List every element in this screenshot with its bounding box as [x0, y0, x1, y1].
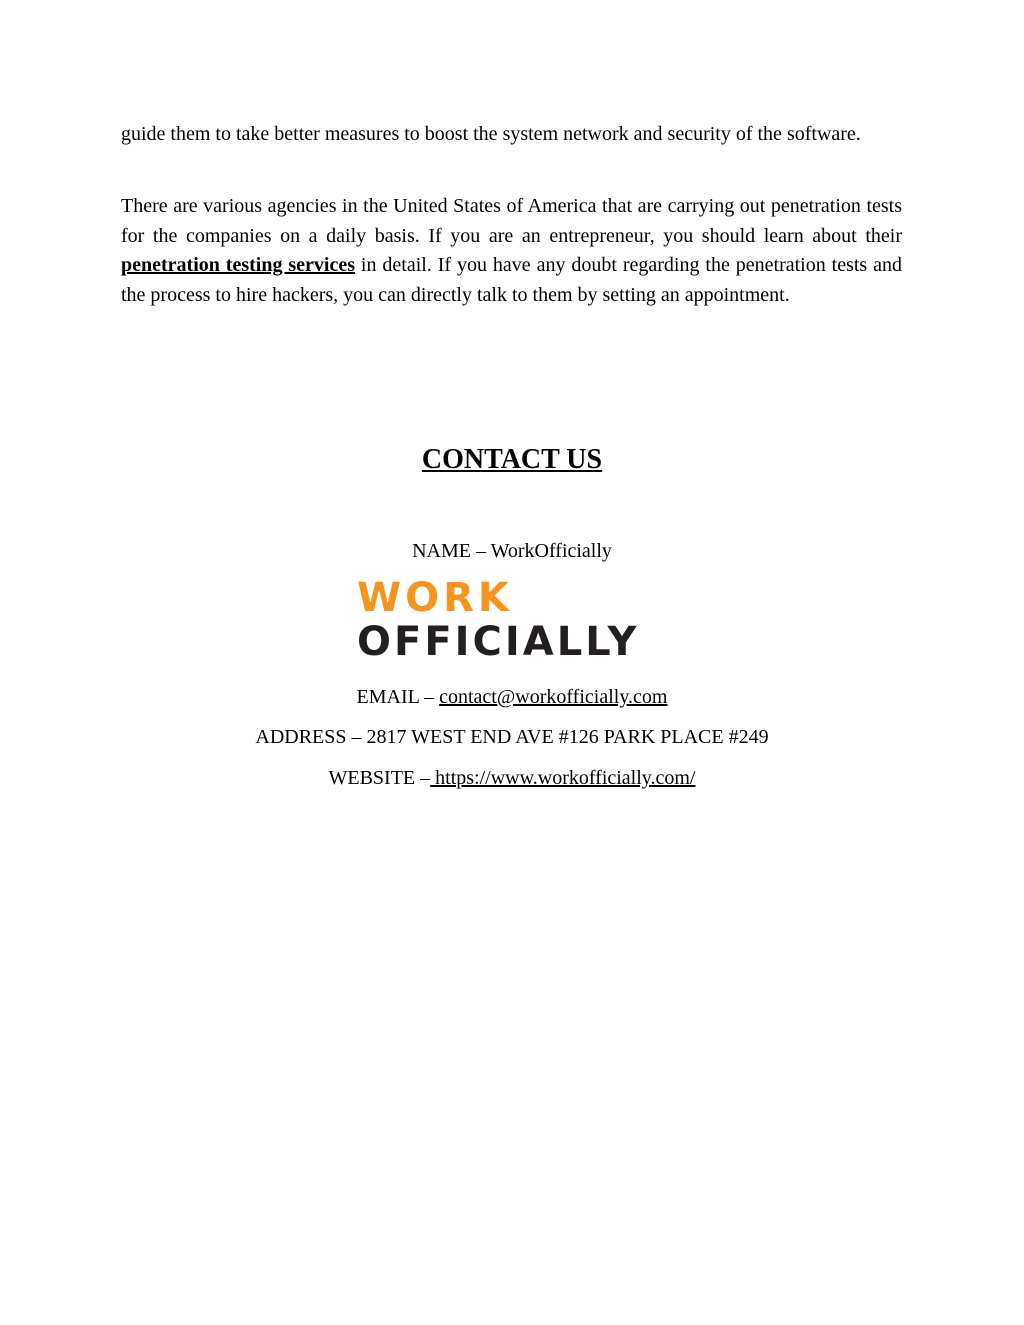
paragraph-agencies	[121, 192, 902, 310]
contact-email-line	[0, 683, 1024, 711]
email-link[interactable]: contact@workofficially.com	[439, 686, 668, 708]
contact-us-heading: CONTACT US	[421, 444, 603, 475]
logo-line-work: WORK	[357, 575, 513, 621]
paragraph-intro	[121, 120, 902, 150]
logo-line-officially: OFFICIALLY	[357, 619, 640, 665]
paragraph-intro-text: guide them to take better measures to boost the system network and security of the software.	[121, 123, 861, 145]
work-officially-logo	[357, 575, 677, 665]
contact-website-line	[0, 764, 1024, 792]
paragraph-agencies-text-after: in detail. If you have any doubt regarding the penetration tests and the process to hire hackers, you can directly talk to them by setting an appointment.	[121, 254, 902, 306]
website-label: WEBSITE –	[328, 767, 431, 789]
penetration-testing-services-link[interactable]: penetration testing services	[121, 254, 356, 276]
contact-name-line: NAME – WorkOfficially	[412, 540, 612, 562]
contact-address-line: ADDRESS – 2817 WEST END AVE #126 PARK PLACE #249	[255, 726, 769, 748]
email-label: EMAIL –	[356, 686, 440, 708]
paragraph-agencies-text-before: There are various agencies in the United States of America that are carrying out penetration tests for the companies on a daily basis. If you are an entrepreneur, you should learn about their	[121, 195, 902, 247]
website-link[interactable]: https://www.workofficially.com/	[430, 767, 696, 789]
